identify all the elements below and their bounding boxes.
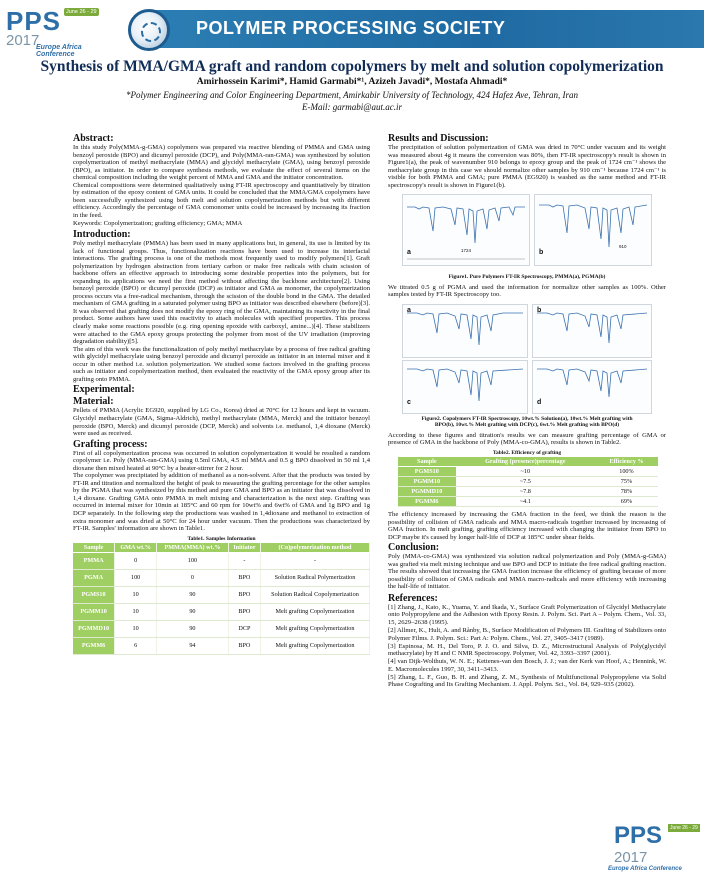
- table-cell: 90: [157, 603, 229, 620]
- table-cell: 90: [157, 620, 229, 637]
- left-column: [73, 132, 370, 655]
- conclusion-heading: Conclusion:: [388, 542, 440, 554]
- table-cell: 69%: [595, 496, 658, 506]
- peak-annotation: 910: [619, 244, 627, 250]
- abstract-heading: Abstract:: [73, 133, 114, 144]
- table-cell: -: [260, 552, 369, 569]
- material-paragraph: Pellets of PMMA (Acrylic EG920, supplied by LG Co., Korea) dried at 70°C for 12 hours and kept in vacuum. Glycidyl methacrylate (GMA, Sigma-Aldrich), methyl methacrylate (MMA, Merck) and the initiator benzoyl peroxide (BPO, Merck) and dicumyl peroxide (DCP, Merck) and solvents i.e. methanol, 1,4 dioxane (Merck) were used as received.: [73, 407, 370, 438]
- grafting-paragraph: First of all copolymerization process was occurred in solution copolymerization it would be resulted a random copolymer i.e. Poly (MMA-ran-GMA) using 0.5ml GMA, 4.5 ml MMA and 0.5 g BPO dissolved in 50 ml 1,4 dioxane then mixed heated at 90°C by a heater-stirrer for 2 hour.: [73, 449, 370, 472]
- reference-item: [1] Zhang, J., Kato, K., Yuama, Y. and Ikada, Y., Surface Graft Polymerization of Glycidyl Methacrylate onto Polypropylene and the Adhesion with Epoxy Resin. J. Polym. Sci. Part A – Polym. Chem., Vol. 33, 15, 2629–2638 (1995).: [388, 603, 666, 626]
- table-header-cell: GMA wt.%: [115, 543, 157, 553]
- ftir-spectrum-panel-d: [532, 360, 652, 414]
- table-cell: PGMA: [73, 569, 115, 586]
- pps-logo: [0, 0, 120, 56]
- reference-list: [388, 604, 666, 689]
- table-cell: PGMM10: [73, 603, 115, 620]
- table-cell: ~7.5: [456, 476, 595, 486]
- table-row: [73, 586, 370, 603]
- reference-item: [3] Espinosa, M. H., Del Toro, P. J. O. and Silva, D. Z., Microstructural Analysis of Poly(glycidyl methacrylate) by H and C NMR Spectroscopy. Polymer, Vol. 42, 3393–3397 (2001).: [388, 642, 666, 658]
- results-heading: Results and Discussion:: [388, 133, 489, 144]
- reference-item: [2] Allmer, K., Hult, A. and Rånby, B., Surface Modification of Polymers III. Grafting of Stabilizers onto Polymer Films. J. Polym. Sci.: Part A: Polym. Chem., Vol. 27, 3405–3417 (1989).: [388, 627, 666, 642]
- figure2-caption: Figure2. Copolymers FT-IR Spectroscopy, 10wt.% Solution(a), 10wt.% Melt grafting with: [421, 415, 633, 422]
- right-column: [388, 132, 666, 689]
- table-row: [73, 552, 370, 569]
- table-cell: PGMM10: [398, 476, 456, 486]
- reference-item: [4] van Dijk-Wolthuis, W. N. E.; Kettenes-van den Bosch, J. J.; van der Kerk van Hoof, A.; Hennink, W. E. Macromolecules 1997, 30, 3411–3413.: [388, 658, 666, 673]
- table-cell: 6: [115, 637, 157, 654]
- table-cell: Solution Radical Copolymerization: [260, 586, 369, 603]
- figure-panel-label: b: [537, 306, 542, 314]
- affiliation: *Polymer Engineering and Color Engineering Department, Amirkabir University of Technology, 424 Hafez Ave, Tehran, Iran: [126, 90, 578, 100]
- table-cell: BPO: [228, 637, 260, 654]
- table-cell: 0: [115, 552, 157, 569]
- table-cell: Melt grafting Copolymerization: [260, 637, 369, 654]
- table-cell: PGMS10: [398, 466, 456, 476]
- table-cell: BPO: [228, 603, 260, 620]
- table-row: [398, 486, 658, 496]
- table-header-cell: Efficiency %: [595, 457, 658, 467]
- table-cell: PGMMD10: [73, 620, 115, 637]
- ftir-spectrum-panel-b: [532, 304, 652, 358]
- samples-table: [73, 543, 370, 655]
- reference-item: [5] Zhang, L. F., Guo, B. H. and Zhang, Z. M., Synthesis of Multifunctional Polypropylene via Solid Phase Cografting and Its Grafting Mechanism. J. Appl. Polym. Sci., Vol. 84, 929–935 (2002).: [388, 673, 666, 689]
- table-row: [73, 603, 370, 620]
- table-cell: 0: [157, 569, 229, 586]
- table-header-cell: Sample: [73, 543, 115, 553]
- table-cell: Melt grafting Copolymerization: [260, 620, 369, 637]
- table-cell: ~4.1: [456, 496, 595, 506]
- results-paragraph: According to these figures and titration's results we can measure grafting percentage of GMA or presence of GMA in the backbone of Poly (MMA-co-GMA), results is shown in Table2.: [388, 431, 666, 447]
- authors: Amirhossein Karimi*, Hamid Garmabi*¹, Azizeh Javadi*, Mostafa Ahmadi*: [196, 77, 508, 87]
- introduction-paragraph: Poly methyl methacrylate (PMMA) has been used in many applications but, in general, its use is limited by its lack of functional groups. Thus, functionalization reactions have been used to increase its interfacial interactions. The grafting process is one of the methods most frequently used to modify polymers[1]. Graft polymerization by hydrogen abstraction from tertiary carbon or make free radicals with chain scission of backbone offers an effective approach to introducing some desirable properties into the polymers, but for expanding its applications we need the first method without affecting the backbone architecture[2]. Using benzoyl peroxide (BPO) or dicumyl peroxide (DCP) as initiator and GMA as monomer, the copolymerization process occurs via a free-radical mechanism, through the scission of the double bond in the GMA. The detailed mechanism of GMA grafting in a saturated polymer using BPO as initiator was described elsewhere (before)[3]. It was observed that grafting does not modify the epoxy ring of the GMA, maintaining its reactivity in the final product. Some authors have used this reactivity to attach molecules with specified properties. This process clearly make some reactions possible (e.g. ring opening epoxide with carboxyl, amine...)[4]. These stabilizers were attached to the GMA epoxy groups protecting the polymer from most of the UV irradiation (improving degradation stability)[5].: [73, 240, 370, 346]
- table-row: [398, 466, 658, 476]
- table-cell: 94: [157, 637, 229, 654]
- abstract-paragraph: In this study Poly(MMA-g-GMA) copolymers was prepared via reactive blending of PMMA and GMA using benzoyl peroxide (BPO) and dicumyl peroxide (DCP), and Poly(MMA-ran-GMA) was synthesized by solution copolymerization of methyl methacrylate (MMA) and glycidyl methacrylate (GMA), using benzoyl peroxide (BPO), as initiator. In order to compare synthesis methods, we evaluate the effect of several items on the chemical composition including the weight percent of MMA and GMA and the initiator concentration.: [73, 144, 370, 182]
- abstract-paragraph: Chemical compositions were determined qualitatively using FT-IR spectroscopy and quantitatively by titration by estimation of the epoxy content of GMA units. It could be concluded that the MMA/GMA copolymers have been successfully synthesized using both melt and solution copolymerization methods but with different efficiency. Accordingly the percentage of GMA comonomer units could be increased by increasing its fraction in the feed.: [73, 181, 370, 219]
- poster-header: [0, 0, 704, 56]
- experimental-heading: Experimental:: [73, 384, 135, 396]
- table-cell: BPO: [228, 569, 260, 586]
- society-emblem-icon: [128, 9, 170, 51]
- results-paragraph: The precipitation of solution polymerization of GMA was dried in 70°C under vacuum and its weight was measured about 4g it means the conversion was 80%, then FT-IR spectroscopy's result is shown in Figure1(a), the peak of wavenumber 910 belongs to epoxy group and the peak of 1724 cm⁻¹ shows the methacrylate group in this case we should normalize other samples by 910 cm⁻¹ because 1724 cm⁻¹ is visible for both PMMA and GMA; pure PMMA (EG920) is washed as the same method and FT-IR spectroscopy's result is shown in Figure1(b).: [388, 144, 666, 189]
- efficiency-table: [398, 457, 658, 507]
- figure-panel-label: d: [537, 398, 542, 406]
- figure2-caption: BPO(b), 10wt.% Melt grafting with DCP(c), 6wt.% Melt grafting with BPO(d): [434, 422, 620, 429]
- figure2: [388, 302, 666, 416]
- figure-panel-label: c: [407, 398, 411, 406]
- table-row: [73, 569, 370, 586]
- table-cell: -: [228, 552, 260, 569]
- pps-logo-year: 2017: [614, 849, 648, 866]
- grafting-heading: Grafting process:: [73, 438, 148, 450]
- table-cell: 78%: [595, 486, 658, 496]
- table-cell: 100%: [595, 466, 658, 476]
- table-row: [73, 620, 370, 637]
- table-header-cell: Initiator: [228, 543, 260, 553]
- ftir-spectrum-d: [533, 361, 651, 413]
- ftir-spectrum-panel-b: [534, 194, 652, 266]
- ftir-spectrum-panel-a: [402, 304, 528, 358]
- material-heading: Material:: [73, 396, 114, 408]
- ftir-spectrum-panel-a: [402, 194, 530, 266]
- table-row: [73, 637, 370, 654]
- ftir-spectrum-b: [533, 305, 651, 357]
- table-cell: ~10: [456, 466, 595, 476]
- society-name: POLYMER PROCESSING SOCIETY: [196, 18, 506, 38]
- table-header-row: [73, 543, 370, 553]
- table-header-cell: Grafting (presence)percentage: [456, 457, 595, 467]
- email: E-Mail: garmabi@aut.ac.ir: [301, 102, 403, 112]
- pps-logo-conference: Europe Africa Conference: [608, 866, 682, 872]
- introduction-heading: Introduction:: [73, 229, 131, 241]
- ftir-spectrum-b: [535, 195, 651, 265]
- table-cell: PGMM6: [398, 496, 456, 506]
- references-heading: References:: [388, 592, 438, 604]
- table2-caption: Table2. Efficiency of grafting: [492, 449, 562, 456]
- poster-title: Synthesis of MMA/GMA graft and random copolymers by melt and solution copolymerization: [40, 58, 664, 75]
- pps-logo-dates: June 26 - 29: [670, 825, 698, 831]
- table-cell: 10: [115, 620, 157, 637]
- table-cell: 75%: [595, 476, 658, 486]
- table-cell: PGMS10: [73, 586, 115, 603]
- conclusion-paragraph: Poly (MMA-co-GMA) was synthesized via solution radical polymerization and Poly (MMA-g-GMA) was grafted via melt mixing technique and use BPO and DCP to initiate the free radical grafting reaction. The results showed that increasing the GMA fraction increase the efficiency of grafting because of more possibility of collision of GMA radicals and MMA macro-radicals and more efficiency with increasing the half-life of initiator.: [388, 553, 666, 591]
- figure-panel-label: b: [539, 249, 544, 257]
- peak-annotation: 1724: [461, 248, 472, 254]
- ftir-spectrum-a: [403, 305, 527, 357]
- table-cell: BPO: [228, 586, 260, 603]
- table-cell: PGMMD10: [398, 486, 456, 496]
- results-paragraph: We titrated 0.5 g of PGMA and used the information for normalize other samples as 100%. Other samples tested by FT-IR Spectroscopy too.: [388, 283, 666, 299]
- table-cell: 10: [115, 586, 157, 603]
- table-row: [398, 476, 658, 486]
- pps-logo-text: PPS: [614, 822, 663, 849]
- keywords: Keywords: Copolymerization; grafting efficiency; GMA; MMA: [73, 220, 243, 228]
- pps-logo-conference: Europe Africa Conference: [36, 44, 82, 58]
- pps-footer-logo: [606, 818, 704, 877]
- table-cell: Melt grafting Copolymerization: [260, 603, 369, 620]
- figure-panel-label: a: [407, 249, 411, 257]
- figure1: [388, 192, 666, 274]
- table-header-cell: (Co)polymerization method: [260, 543, 369, 553]
- grafting-paragraph: The copolymer was precipitated by addition of methanol as a non-solvent. After that the products was tested by FT-IR and titration and normalized the height of peak to measuring the grafting percentage for the other samples by the PGMA that was synthesized by this method and pure GMA and BPO as an initiator that was dissolved in 1,4 dioxane. Grafting GMA onto PMMA in melt mixing and characterization is the next step. Grafting was occurred in internal mixer for 10min at 185°C and 60 rpm for 10wt% and 6wt% of GMA and 1g BPO and 1g DCP separately. In the following step the productions was washed in 1,4dioxane and methanol to extraction of extra monomer and was dried at 50°C for 24 hour under vacuum. Then the productions was characterized by FT-IR. Samples' information are shown in Table1.: [73, 472, 370, 533]
- pps-logo-text: PPS: [6, 6, 62, 36]
- table-header-cell: Sample: [398, 457, 456, 467]
- table-cell: 100: [157, 552, 229, 569]
- table-cell: 100: [115, 569, 157, 586]
- ftir-spectrum-panel-c: [402, 360, 528, 414]
- introduction-paragraph: The aim of this work was the functionalization of poly methyl methacrylate by a process of free radical grafting with glycidyl methacrylate using benzoyl peroxide and dicumyl peroxide as initiator in an internal mixer and it occur in other method i.e. solution polymerization. We studied some factors involved in the grafting process such as initiator and copolymerization method, then evaluated the reactivity of the GMA epoxy group after its grafting onto PMMA.: [73, 345, 370, 383]
- table-header-cell: PMMA(MMA) wt.%: [157, 543, 229, 553]
- table-row: [398, 496, 658, 506]
- table-cell: 90: [157, 586, 229, 603]
- figure-panel-label: a: [407, 306, 411, 314]
- figure1-caption: Figure1. Pure Polymers FT-IR Spectroscopy, PMMA(a), PGMA(b): [448, 274, 606, 281]
- table-cell: PGMM6: [73, 637, 115, 654]
- table-cell: DCP: [228, 620, 260, 637]
- table-cell: ~7.8: [456, 486, 595, 496]
- pps-logo-year: 2017: [6, 32, 40, 49]
- ftir-spectrum-c: [403, 361, 527, 413]
- table-header-row: [398, 457, 658, 467]
- table-cell: 10: [115, 603, 157, 620]
- table-cell: Solution Radical Polymerization: [260, 569, 369, 586]
- table-cell: PMMA: [73, 552, 115, 569]
- pps-logo-dates: June 26 - 29: [66, 9, 97, 15]
- table1-caption: Table1. Samples Information: [187, 535, 256, 542]
- results-paragraph: The efficiency increased by increasing the GMA fraction in the feed, we think the reason is the possibility of collision of GMA radicals and MMA macro-radicals together increased by increasing of GMA fraction. In melt grafting, grafting efficiency increased with changing the initiator from BPO to DCP maybe it's caused by longer half-life of DCP at 185°C under shear fields.: [388, 510, 666, 541]
